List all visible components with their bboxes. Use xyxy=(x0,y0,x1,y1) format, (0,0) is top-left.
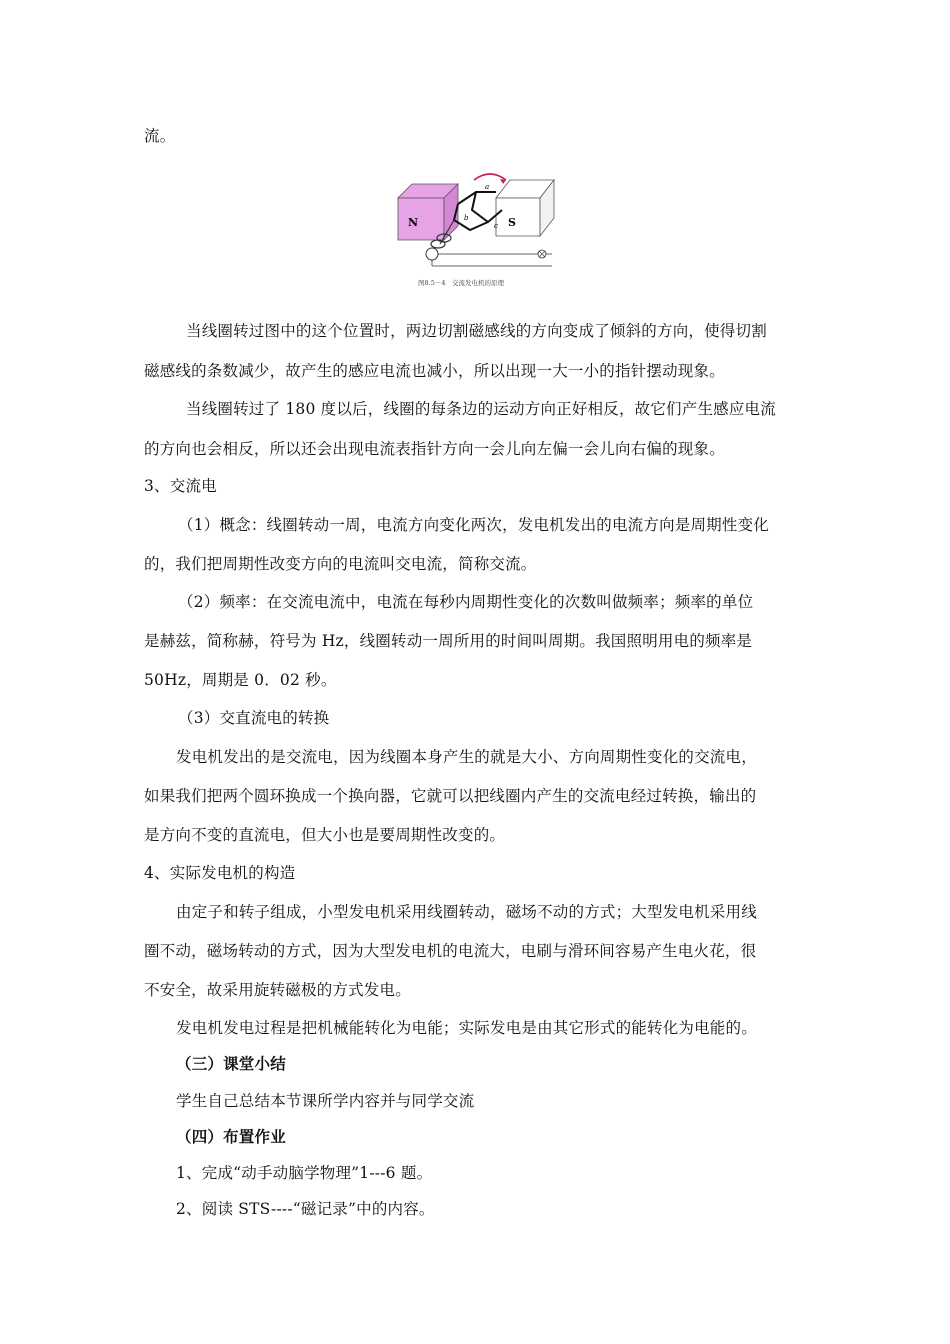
homework-item: 2、阅读 STS----“磁记录”中的内容。 xyxy=(176,1200,435,1218)
label-n: N xyxy=(408,216,419,229)
section-heading-homework: （四）布置作业 xyxy=(176,1127,286,1146)
paragraph-line: 是方向不变的直流电，但大小也是要周期性改变的。 xyxy=(144,826,506,844)
rotation-arrow-icon xyxy=(474,174,506,180)
generator-diagram xyxy=(392,170,562,290)
paragraph-line: 学生自己总结本节课所学内容并与同学交流 xyxy=(176,1092,475,1110)
generator-figure xyxy=(392,170,562,290)
paragraph-line: 的方向也会相反，所以还会出现电流表指针方向一会儿向左偏一会儿向右偏的现象。 xyxy=(144,440,725,458)
paragraph-line: 如果我们把两个圆环换成一个换向器，它就可以把线圈内产生的交流电经过转换，输出的 xyxy=(144,787,757,805)
label-c: c xyxy=(494,222,498,230)
paragraph-line: 发电机发出的是交流电，因为线圈本身产生的就是大小、方向周期性变化的交流电， xyxy=(176,748,757,766)
paragraph-line: 磁感线的条数减少，故产生的感应电流也减小，所以出现一大一小的指针摆动现象。 xyxy=(144,362,725,380)
paragraph-line: 流。 xyxy=(144,127,176,145)
paragraph-line: 圈不动，磁场转动的方式，因为大型发电机的电流大，电刷与滑环间容易产生电火花，很 xyxy=(144,942,757,960)
paragraph-line: （2）频率：在交流电流中，电流在每秒内周期性变化的次数叫做频率；频率的单位 xyxy=(178,593,754,611)
paragraph-line: 当线圈转过了 180 度以后，线圈的每条边的运动方向正好相反，故它们产生感应电流 xyxy=(186,400,776,418)
paragraph-line: 的，我们把周期性改变方向的电流叫交电流，简称交流。 xyxy=(144,555,537,573)
subsection-heading: （3）交直流电的转换 xyxy=(178,709,330,727)
section-heading: 4、实际发电机的构造 xyxy=(144,864,296,882)
paragraph-line: 当线圈转过图中的这个位置时，两边切割磁感线的方向变成了倾斜的方向，使得切割 xyxy=(186,322,767,340)
paragraph-line: 不安全，故采用旋转磁极的方式发电。 xyxy=(144,981,411,999)
paragraph-line: 由定子和转子组成，小型发电机采用线圈转动，磁场不动的方式；大型发电机采用线 xyxy=(176,903,757,921)
label-s: S xyxy=(508,216,516,229)
section-heading-summary: （三）课堂小结 xyxy=(176,1054,286,1073)
label-b: b xyxy=(464,214,469,222)
figure-caption: 图8.5－4 交流发电机的原理 xyxy=(418,279,504,287)
ammeter-icon xyxy=(426,248,438,260)
paragraph-line: （1）概念：线圈转动一周，电流方向变化两次，发电机发出的电流方向是周期性变化 xyxy=(178,516,769,534)
paragraph-line: 发电机发电过程是把机械能转化为电能；实际发电是由其它形式的能转化为电能的。 xyxy=(176,1019,757,1037)
section-heading: 3、交流电 xyxy=(144,477,217,495)
paragraph-line: 50Hz，周期是 0．02 秒。 xyxy=(144,671,337,689)
label-a: a xyxy=(485,183,490,191)
homework-item: 1、完成“动手动脑学物理”1---6 题。 xyxy=(176,1164,433,1182)
paragraph-line: 是赫兹，简称赫，符号为 Hz，线圈转动一周所用的时间叫周期。我国照明用电的频率是 xyxy=(144,632,753,650)
